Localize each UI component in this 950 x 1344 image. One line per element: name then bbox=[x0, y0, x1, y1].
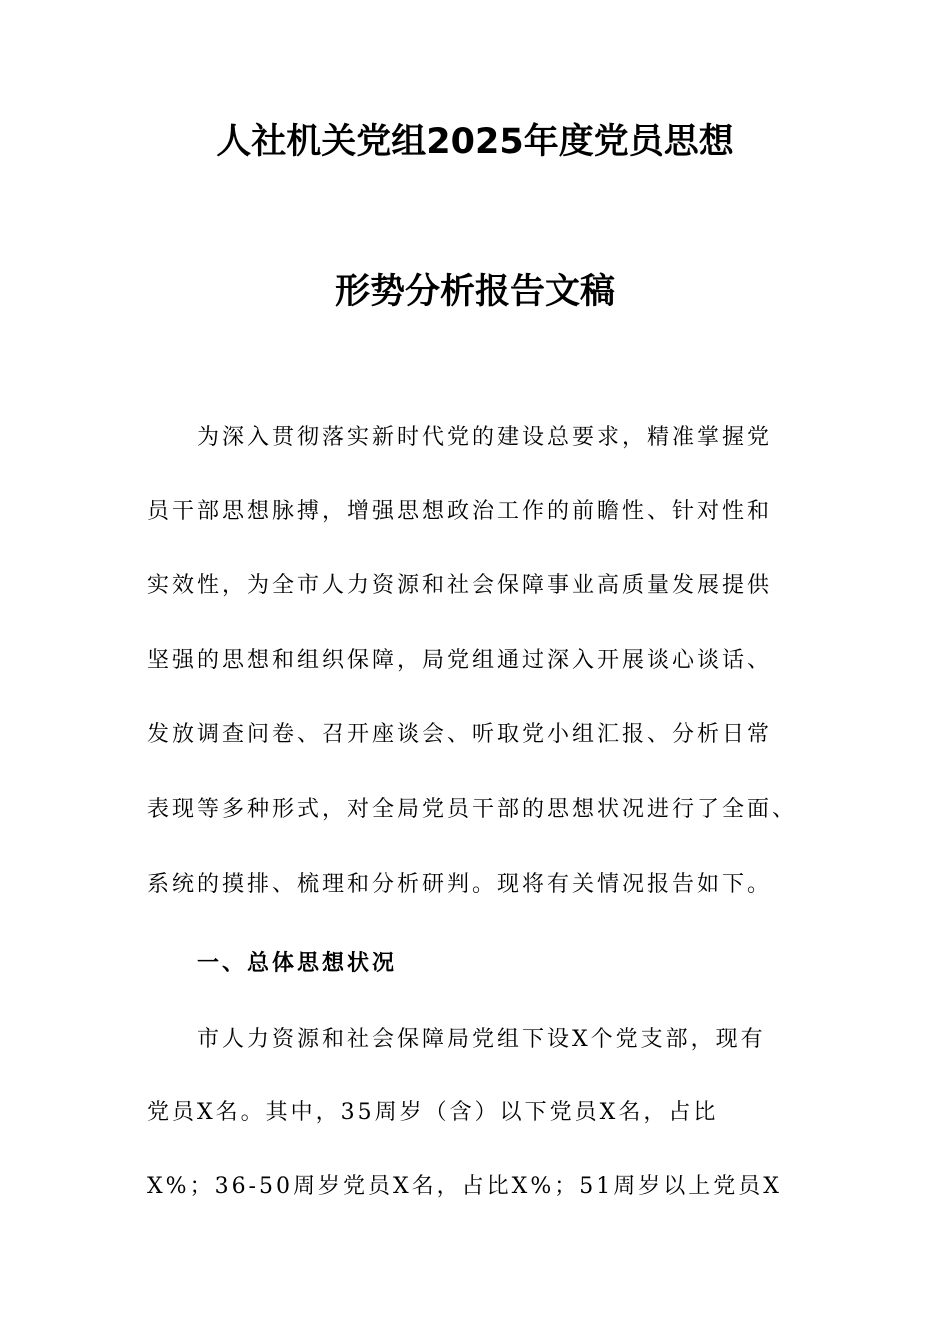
paragraph-1-line-4: 坚强的思想和组织保障，局党组通过深入开展谈心谈话、 bbox=[147, 648, 773, 673]
paragraph-2-line-1: 市人力资源和社会保障局党组下设X个党支部，现有 bbox=[197, 1027, 766, 1052]
paragraph-1-line-3: 实效性，为全市人力资源和社会保障事业高质量发展提供 bbox=[147, 573, 773, 598]
paragraph-1-line-1: 为深入贯彻落实新时代党的建设总要求，精准掌握党 bbox=[197, 425, 773, 450]
paragraph-1-line-2: 员干部思想脉搏，增强思想政治工作的前瞻性、针对性和 bbox=[147, 499, 773, 524]
paragraph-1-line-7: 系统的摸排、梳理和分析研判。现将有关情况报告如下。 bbox=[147, 872, 773, 897]
paragraph-2-line-3: X%；36-50周岁党员X名，占比X%；51周岁以上党员X bbox=[147, 1174, 782, 1199]
paragraph-1-line-5: 发放调查问卷、召开座谈会、听取党小组汇报、分析日常 bbox=[147, 722, 773, 747]
paragraph-1-line-6: 表现等多种形式，对全局党员干部的思想状况进行了全面、 bbox=[147, 797, 798, 822]
document-title-line-2: 形势分析报告文稿 bbox=[334, 272, 615, 312]
paragraph-2-line-2: 党员X名。其中，35周岁（含）以下党员X名，占比 bbox=[147, 1100, 719, 1125]
section-1-heading: 一、总体思想状况 bbox=[197, 951, 398, 976]
document-title-line-1: 人社机关党组2025年度党员思想 bbox=[216, 122, 734, 162]
